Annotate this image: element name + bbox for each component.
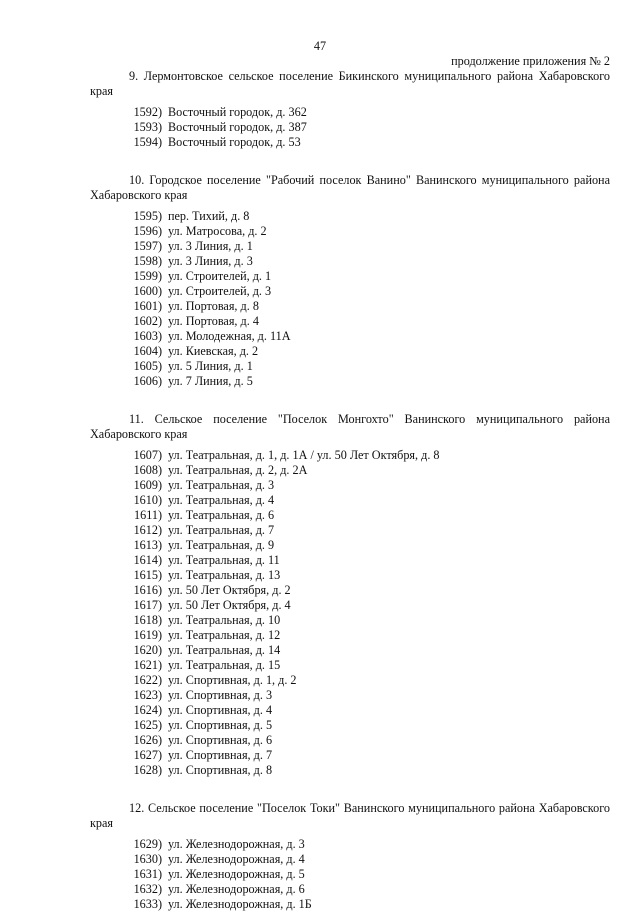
address-list-item — [90, 224, 610, 239]
section-heading: 11. Сельское поселение "Поселок Монгохто" Ванинского муниципального района Хабаровского края — [90, 412, 610, 441]
item-number: 1625) — [133, 718, 162, 732]
item-address: ул. 3 Линия, д. 3 — [168, 254, 253, 268]
item-number: 1611) — [134, 508, 162, 522]
item-address: ул. Театральная, д. 14 — [168, 643, 281, 657]
item-address: ул. Железнодорожная, д. 6 — [168, 882, 305, 896]
address-list-item — [90, 673, 610, 688]
item-address: Восточный городок, д. 53 — [168, 135, 301, 149]
item-address: ул. Театральная, д. 10 — [168, 613, 281, 627]
item-number: 1606) — [133, 374, 162, 388]
address-list — [90, 448, 610, 778]
address-list-item — [90, 748, 610, 763]
item-address: ул. Портовая, д. 4 — [168, 314, 259, 328]
address-list-item — [90, 837, 610, 852]
item-number: 1600) — [133, 284, 162, 298]
item-address: ул. Портовая, д. 8 — [168, 299, 259, 313]
item-number: 1622) — [133, 673, 162, 687]
item-address: ул. 50 Лет Октября, д. 4 — [168, 598, 291, 612]
item-number: 1629) — [133, 837, 162, 851]
item-number: 1594) — [133, 135, 162, 149]
address-list-item — [90, 718, 610, 733]
section-spacer — [90, 389, 610, 412]
address-list-item — [90, 763, 610, 778]
section-heading: 10. Городское поселение "Рабочий поселок Ванино" Ванинского муниципального района Хабаровского края — [90, 173, 610, 202]
item-number: 1601) — [133, 299, 162, 313]
item-number: 1624) — [133, 703, 162, 717]
address-list-item — [90, 852, 610, 867]
address-list-item — [90, 523, 610, 538]
item-number: 1630) — [133, 852, 162, 866]
item-address: ул. Железнодорожная, д. 1Б — [168, 897, 312, 911]
item-number: 1598) — [133, 254, 162, 268]
item-number: 1628) — [133, 763, 162, 777]
item-address: ул. Спортивная, д. 1, д. 2 — [168, 673, 297, 687]
address-list-item — [90, 254, 610, 269]
address-list-item — [90, 538, 610, 553]
item-number: 1616) — [133, 583, 162, 597]
item-address: ул. Театральная, д. 12 — [168, 628, 281, 642]
item-number: 1599) — [133, 269, 162, 283]
address-list-item — [90, 120, 610, 135]
address-list-item — [90, 613, 610, 628]
item-address: ул. 7 Линия, д. 5 — [168, 374, 253, 388]
item-address: ул. Спортивная, д. 8 — [168, 763, 273, 777]
appendix-note: продолжение приложения № 2 — [451, 54, 610, 68]
address-list-item — [90, 493, 610, 508]
item-address: ул. Железнодорожная, д. 5 — [168, 867, 305, 881]
address-list-item — [90, 508, 610, 523]
item-address: пер. Тихий, д. 8 — [168, 209, 250, 223]
item-number: 1617) — [133, 598, 162, 612]
item-number: 1618) — [133, 613, 162, 627]
address-list-item — [90, 583, 610, 598]
item-number: 1621) — [133, 658, 162, 672]
item-number: 1615) — [133, 568, 162, 582]
address-list-item — [90, 299, 610, 314]
address-list-item — [90, 105, 610, 120]
address-list-item — [90, 568, 610, 583]
address-list-item — [90, 135, 610, 150]
item-address: ул. Строителей, д. 3 — [168, 284, 272, 298]
item-number: 1612) — [133, 523, 162, 537]
item-number: 1614) — [133, 553, 162, 567]
item-address: ул. Молодежная, д. 11А — [168, 329, 291, 343]
item-number: 1605) — [133, 359, 162, 373]
item-address: ул. Матросова, д. 2 — [168, 224, 267, 238]
item-number: 1610) — [133, 493, 162, 507]
address-list — [90, 837, 610, 912]
address-list — [90, 105, 610, 150]
item-number: 1609) — [133, 478, 162, 492]
item-address: ул. Спортивная, д. 4 — [168, 703, 273, 717]
address-list-item — [90, 209, 610, 224]
address-list-item — [90, 688, 610, 703]
item-number: 1595) — [133, 209, 162, 223]
section-heading: 9. Лермонтовское сельское поселение Бикинского муниципального района Хабаровского края — [90, 69, 610, 98]
address-list-item — [90, 448, 610, 463]
address-list-item — [90, 628, 610, 643]
item-address: ул. Спортивная, д. 7 — [168, 748, 273, 762]
item-number: 1623) — [133, 688, 162, 702]
address-list — [90, 209, 610, 389]
address-list-item — [90, 269, 610, 284]
page-number: 47 — [313, 39, 327, 53]
item-address: ул. Театральная, д. 13 — [168, 568, 281, 582]
item-address: ул. 50 Лет Октября, д. 2 — [168, 583, 291, 597]
item-number: 1592) — [133, 105, 162, 119]
item-address: Восточный городок, д. 387 — [168, 120, 307, 134]
settlement-section — [90, 173, 610, 412]
settlement-section — [90, 801, 610, 912]
item-number: 1597) — [133, 239, 162, 253]
address-list-item — [90, 344, 610, 359]
settlement-section — [90, 412, 610, 801]
item-address: ул. Театральная, д. 9 — [168, 538, 275, 552]
address-list-item — [90, 553, 610, 568]
address-list-item — [90, 867, 610, 882]
item-address: ул. Театральная, д. 3 — [168, 478, 275, 492]
item-address: ул. 5 Линия, д. 1 — [168, 359, 253, 373]
item-address: ул. Театральная, д. 7 — [168, 523, 275, 537]
item-address: ул. Спортивная, д. 6 — [168, 733, 273, 747]
item-number: 1596) — [133, 224, 162, 238]
address-list-item — [90, 314, 610, 329]
address-list-item — [90, 658, 610, 673]
item-number: 1626) — [133, 733, 162, 747]
item-address: ул. Театральная, д. 1, д. 1А / ул. 50 Лет Октября, д. 8 — [168, 448, 440, 462]
item-address: Восточный городок, д. 362 — [168, 105, 307, 119]
address-list-item — [90, 598, 610, 613]
item-number: 1608) — [133, 463, 162, 477]
address-list-item — [90, 359, 610, 374]
item-address: ул. Строителей, д. 1 — [168, 269, 272, 283]
item-address: ул. 3 Линия, д. 1 — [168, 239, 253, 253]
address-list-item — [90, 329, 610, 344]
item-number: 1603) — [133, 329, 162, 343]
address-list-item — [90, 374, 610, 389]
item-number: 1604) — [133, 344, 162, 358]
item-address: ул. Театральная, д. 2, д. 2А — [168, 463, 308, 477]
item-address: ул. Спортивная, д. 3 — [168, 688, 273, 702]
item-number: 1593) — [133, 120, 162, 134]
item-number: 1607) — [133, 448, 162, 462]
item-address: ул. Театральная, д. 11 — [168, 553, 280, 567]
address-list-item — [90, 463, 610, 478]
item-number: 1619) — [133, 628, 162, 642]
item-number: 1632) — [133, 882, 162, 896]
item-number: 1613) — [133, 538, 162, 552]
item-number: 1620) — [133, 643, 162, 657]
address-list-item — [90, 478, 610, 493]
address-list-item — [90, 284, 610, 299]
address-list-item — [90, 643, 610, 658]
address-list-item — [90, 239, 610, 254]
item-number: 1602) — [133, 314, 162, 328]
item-address: ул. Железнодорожная, д. 4 — [168, 852, 305, 866]
item-number: 1631) — [133, 867, 162, 881]
item-number: 1627) — [133, 748, 162, 762]
item-address: ул. Киевская, д. 2 — [168, 344, 259, 358]
item-address: ул. Театральная, д. 6 — [168, 508, 275, 522]
item-number: 1633) — [133, 897, 162, 911]
section-heading: 12. Сельское поселение "Поселок Токи" Ванинского муниципального района Хабаровского края — [90, 801, 610, 830]
settlement-section — [90, 69, 610, 173]
address-list-item — [90, 733, 610, 748]
item-address: ул. Театральная, д. 15 — [168, 658, 281, 672]
item-address: ул. Спортивная, д. 5 — [168, 718, 273, 732]
document-body — [90, 69, 610, 912]
item-address: ул. Театральная, д. 4 — [168, 493, 275, 507]
item-address: ул. Железнодорожная, д. 3 — [168, 837, 305, 851]
address-list-item — [90, 882, 610, 897]
section-spacer — [90, 150, 610, 173]
section-spacer — [90, 778, 610, 801]
address-list-item — [90, 703, 610, 718]
